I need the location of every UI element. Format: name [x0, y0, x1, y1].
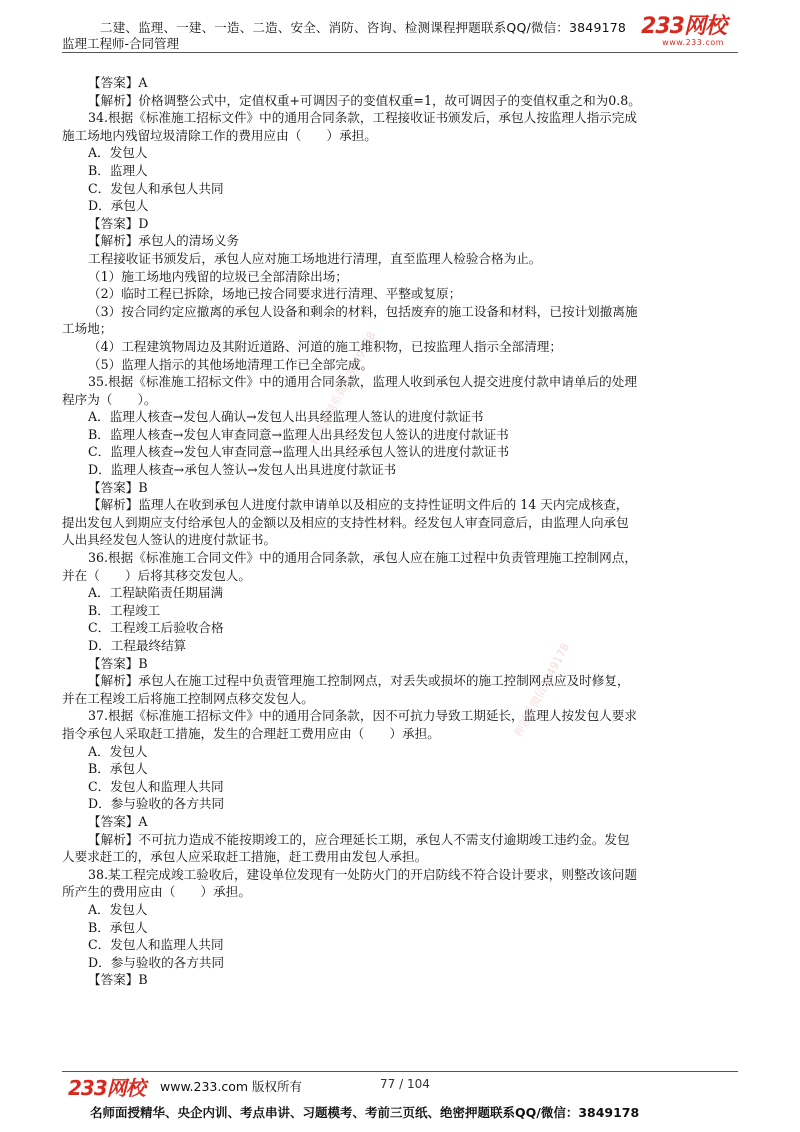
text-line: B．监理人 — [88, 162, 148, 178]
text-line: D．监理人核查→承包人签认→发包人出具进度付款证书 — [88, 462, 397, 478]
footer-divider — [62, 1071, 738, 1072]
text-line: 34.根据《标准施工招标文件》中的通用合同条款，工程接收证书颁发后，承包人按监理人指示完成 — [88, 110, 637, 126]
page-number: 77 / 104 — [380, 1077, 430, 1091]
footer-logo: 233网校 — [68, 1076, 145, 1100]
text-line: 工程接收证书颁发后，承包人应对施工场地进行清理，直至监理人检验合格为止。 — [88, 250, 542, 266]
text-line: B．工程竣工 — [88, 602, 161, 618]
text-line: 【答案】D — [88, 215, 149, 231]
text-line: 【解析】承包人在施工过程中负责管理施工控制网点，对丢失或损坏的施工控制网点应及时修复， — [88, 673, 630, 689]
logo-url: www.233.com — [662, 38, 724, 47]
footer-promo: 名师面授精华、央企内训、考点串讲、习题模考、考前三页纸、绝密押题联系QQ/微信：3849178 — [90, 1105, 640, 1120]
text-line: D．承包人 — [88, 198, 149, 214]
text-line: 【答案】B — [88, 972, 148, 988]
watermark: 精准押题系微信3849178 — [307, 329, 379, 448]
header-subtitle: 监理工程师-合同管理 — [62, 36, 180, 51]
text-line: 并在工程竣工后将施工控制网点移交发包人。 — [62, 690, 314, 706]
text-line: 所产生的费用应由（ ）承担。 — [62, 884, 251, 900]
text-line: D．参与验收的各方共同 — [88, 954, 225, 970]
text-line: A．发包人 — [88, 901, 148, 917]
header-divider — [62, 52, 738, 53]
text-line: D．参与验收的各方共同 — [88, 796, 225, 812]
text-line: 【解析】价格调整公式中，定值权重+可调因子的变值权重=1，故可调因子的变值权重之和为0.8。 — [88, 92, 641, 108]
watermark: 押题系微信3849178 — [511, 641, 573, 740]
text-line: C．监理人核查→发包人审查同意→监理人出具经承包人签认的进度付款证书 — [88, 444, 510, 460]
text-line: （3）按合同约定应撤离的承包人设备和剩余的材料，包括废弃的施工设备和材料，已按计划撤离施 — [88, 303, 638, 319]
text-line: 指令承包人采取赶工措施，发生的合理赶工费用应由（ ）承担。 — [62, 725, 440, 741]
text-line: B．承包人 — [88, 919, 148, 935]
text-line: 【解析】不可抗力造成不能按期竣工的，应合理延长工期，承包人不需支付逾期竣工违约金。发包 — [88, 831, 630, 847]
text-line: （2）临时工程已拆除，场地已按合同要求进行清理、平整或复原； — [88, 286, 462, 302]
text-line: A．监理人核查→发包人确认→发包人出具经监理人签认的进度付款证书 — [88, 409, 484, 425]
text-line: B．监理人核查→发包人审查同意→监理人出具经发包人签认的进度付款证书 — [88, 426, 509, 442]
text-line: （1）施工场地内残留的垃圾已全部清除出场； — [88, 268, 348, 284]
text-line: C．发包人和监理人共同 — [88, 937, 224, 953]
text-line: D．工程最终结算 — [88, 638, 187, 653]
text-line: 38.某工程完成竣工验收后，建设单位发现有一处防火门的开启防线不符合设计要求，则整改该问题 — [88, 866, 637, 882]
text-line: 【解析】监理人在收到承包人进度付款申请单以及相应的支持性证明文件后的 14 天内完成核查， — [88, 497, 629, 513]
text-line: 施工场地内残留垃圾清除工作的费用应由（ ）承担。 — [62, 127, 377, 143]
text-line: A．发包人 — [88, 743, 148, 759]
text-line: 人出具经发包人签认的进度付款证书。 — [62, 532, 277, 548]
document-body — [62, 74, 748, 989]
text-line: 程序为（ ）。 — [62, 391, 157, 407]
text-line: A．工程缺陷责任期届满 — [88, 585, 224, 601]
text-line: 工场地； — [62, 321, 113, 337]
text-line: C．发包人和承包人共同 — [88, 180, 224, 196]
text-line: 【答案】A — [88, 75, 148, 90]
text-line: C．工程竣工后验收合格 — [88, 620, 224, 636]
text-line: 【解析】承包人的清场义务 — [88, 233, 240, 249]
text-line: 35.根据《标准施工招标文件》中的通用合同条款，监理人收到承包人提交进度付款申请单后的处理 — [88, 374, 637, 390]
text-line: 提出发包人到期应支付给承包人的金额以及相应的支持性材料。经发包人审查同意后，由监理人向承包 — [62, 514, 629, 530]
text-line: （5）监理人指示的其他场地清理工作已全部完成。 — [88, 356, 374, 372]
text-line: 37.根据《标准施工招标文件》中的通用合同条款，因不可抗力导致工期延长，监理人按发包人要求 — [88, 708, 637, 724]
text-line: 并在（ ）后将其移交发包人。 — [62, 567, 251, 583]
text-line: A．发包人 — [88, 145, 148, 161]
logo: 233网校 — [641, 14, 726, 39]
text-line: （4）工程建筑物周边及其附近道路、河道的施工堆积物，已按监理人指示全部清理； — [88, 338, 562, 354]
text-line: 【答案】B — [88, 655, 148, 671]
footer-copyright: www.233.com 版权所有 — [160, 1079, 302, 1094]
text-line: 【答案】B — [88, 479, 148, 495]
text-line: B．承包人 — [88, 761, 148, 777]
text-line: 【答案】A — [88, 813, 148, 829]
text-line: 人要求赶工的，承包人应采取赶工措施，赶工费用由发包人承担。 — [62, 849, 428, 865]
header-promo: 二建、监理、一建、一造、二造、安全、消防、咨询、检测课程押题联系QQ/微信：3849178 — [100, 20, 627, 35]
text-line: C．发包人和监理人共同 — [88, 778, 224, 794]
text-line: 36.根据《标准施工合同文件》中的通用合同条款，承包人应在施工过程中负责管理施工控制网点， — [88, 550, 637, 566]
